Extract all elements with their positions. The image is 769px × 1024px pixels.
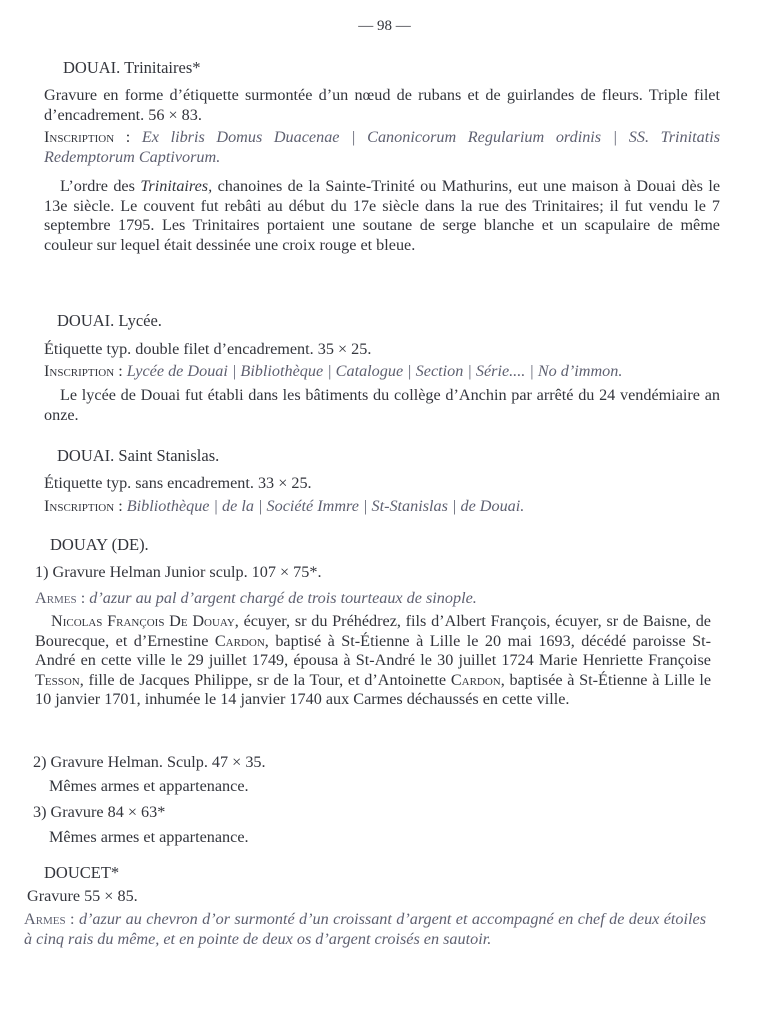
lycee-description: Étiquette typ. double filet d’encadrement. 35 × 25. — [44, 340, 372, 358]
douay-item-2: 2) Gravure Helman. Sculp. 47 × 35. — [33, 753, 266, 771]
doucet-description: Gravure 55 × 85. — [27, 887, 138, 905]
entry-heading-douay: DOUAY (DE). — [50, 535, 149, 554]
entry-heading-lycee: DOUAI. Lycée. — [57, 311, 162, 330]
armes-label: Armes : — [24, 910, 75, 928]
inscription-label: Inscription : — [44, 497, 123, 515]
douay-biography: Nicolas François De Douay, écuyer, sr du Préhédrez, fils d’Albert François, écuyer, sr de Baisne, de Bourecque, et d’Ernestine Cardon, baptisé à St-Étienne à Lille le 20 mai 1693, décédé paroisse St-André en cette ville le 29 juillet 1749, épousa à St-André le 30 juillet 1724 Marie Henriette Françoise Tesson, fille de Jacques Philippe, sr de la Tour, et d’Antoinette Cardon, baptisée à St-Étienne à Lille le 10 janvier 1701, inhumée le 14 janvier 1740 aux Carmes déchaussés en cette ville. — [35, 612, 712, 708]
entry-heading-stanislas: DOUAI. Saint Stanislas. — [57, 446, 220, 465]
trinitaires-inscription — [44, 128, 720, 167]
entry-heading-trinitaires: DOUAI. Trinitaires* — [63, 58, 201, 77]
lycee-note: Le lycée de Douai fut établi dans les bâtiments du collège d’Anchin par arrêté du 24 vendémiaire an onze. — [44, 386, 720, 424]
doucet-armes — [24, 910, 706, 949]
douay-item-1: 1) Gravure Helman Junior sculp. 107 × 75*. — [35, 563, 322, 581]
person-name: Nicolas François De Douay, — [51, 612, 239, 630]
douay-item-3-sub: Mêmes armes et appartenance. — [49, 828, 249, 846]
trinitaires-note: L’ordre des Trinitaires, chanoines de la Sainte-Trinité ou Mathurins, eut une maison à Douai dès le 13e siècle. Le couvent fut rebâti au début du 17e siècle dans la rue des Trinitaires; il fut vendu le 7 septembre 1795. Les Trinitaires portaient une soutane de serge blanche et un scapulaire de même couleur sur lequel était dessinée une croix rouge et bleue. — [44, 177, 721, 254]
stanislas-inscription — [44, 497, 720, 517]
inscription-text: Bibliothèque | de la | Société Immre | St-Stanislas | de Douai. — [126, 497, 525, 515]
douay-item-3: 3) Gravure 84 × 63* — [33, 803, 166, 821]
stanislas-description: Étiquette typ. sans encadrement. 33 × 25. — [44, 474, 312, 492]
inscription-label: Inscription : — [44, 128, 131, 146]
trinitaires-description: Gravure en forme d’étiquette surmontée d’un nœud de rubans et de guirlandes de fleurs. Triple filet d’encadrement. 56 × 83. — [44, 86, 720, 124]
douay-item-2-sub: Mêmes armes et appartenance. — [49, 777, 249, 795]
page-number: — 98 — — [358, 18, 411, 34]
inscription-label: Inscription : — [44, 362, 123, 380]
entry-heading-doucet: DOUCET* — [44, 863, 120, 882]
inscription-text: Lycée de Douai | Bibliothèque | Catalogue | Section | Série.... | No d’immon. — [126, 362, 623, 380]
armes-text: d’azur au pal d’argent chargé de trois tourteaux de sinople. — [89, 589, 477, 607]
armes-label: Armes : — [35, 589, 86, 607]
armes-text: d’azur au chevron d’or surmonté d’un croissant d’argent et accompagné en chef de deux étoiles à cinq rais du même, et en pointe de deux os d’argent croisés en sautoir. — [24, 910, 706, 948]
inscription-text: Ex libris Domus Duacenae | Canonicorum Regularium ordinis | SS. Trinitatis Redemptorum Captivorum. — [44, 128, 720, 166]
lycee-inscription — [44, 362, 720, 382]
douay-armes — [35, 589, 477, 609]
